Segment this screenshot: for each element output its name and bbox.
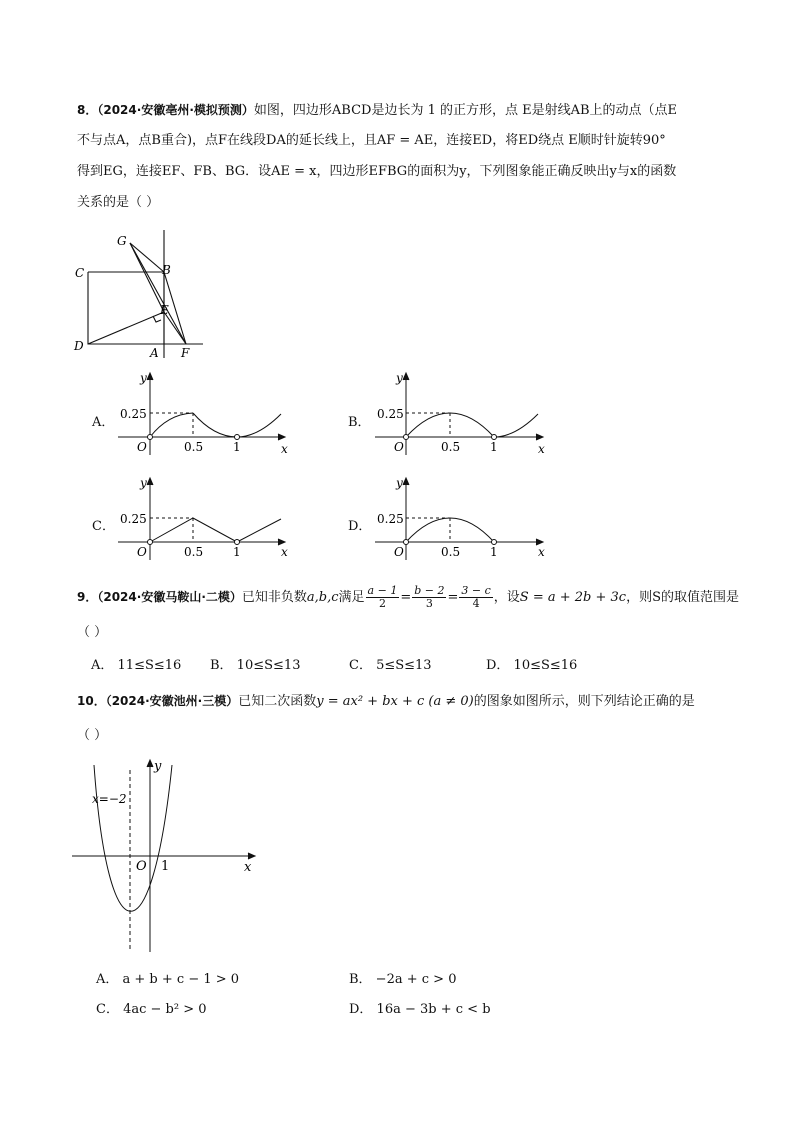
tick-1: 1 [161,859,170,874]
q8-line1 [77,101,677,120]
origin-label: O [136,859,147,874]
q9-option-d[interactable]: D． 10≤S≤16 [486,658,578,673]
curve-mid [193,413,237,437]
q8-option-d-label[interactable]: D． [348,519,372,534]
x-arrow [278,434,285,440]
origin-label: O [137,440,147,454]
q9-option-b[interactable]: B． 10≤S≤13 [210,658,301,673]
curve-left [150,413,193,437]
q9-frac1-den: 2 [378,597,386,610]
tick-025: 0.25 [120,512,147,526]
tick-05: 0.5 [184,545,204,559]
q8-graph-b [370,368,550,458]
tick-025: 0.25 [120,407,147,421]
q9-frac3 [459,585,492,610]
q9-option-a[interactable]: A． 11≤S≤16 [91,658,182,673]
y-label: y [154,759,162,774]
tick-05: 0.5 [441,545,461,559]
q9-vars: a,b,c [306,590,339,605]
q9-s-expr: S = a + 2b + 3c [519,590,627,605]
q9-text-d: ，则S的取值范围是 [626,590,739,605]
y-label: y [396,371,403,385]
q8-option-a-label[interactable]: A． [92,415,115,430]
origin-label: O [137,545,147,559]
parabola-curve [94,765,172,911]
x-arrow [536,434,543,440]
point-one [492,540,497,545]
y-arrow [147,760,153,767]
tick-1: 1 [490,440,498,454]
q10-number: 10． [77,694,106,708]
q9-option-c[interactable]: C． 5≤S≤13 [349,658,432,673]
point-origin [404,540,409,545]
tick-025: 0.25 [377,407,404,421]
origin-label: O [394,545,404,559]
y-arrow [147,373,153,380]
segment-de [88,312,164,344]
y-label: y [396,476,403,490]
point-origin [148,540,153,545]
label-a: A [150,346,159,360]
q8-graph-a [112,368,292,458]
tick-1: 1 [233,440,241,454]
q9-text-b: 满足 [338,590,365,605]
q9-line1 [77,585,739,610]
segment-gf [130,243,186,344]
x-label: x [538,442,545,456]
tick-1: 1 [490,545,498,559]
origin-label: O [394,440,404,454]
q9-frac2 [412,585,446,610]
q8-line2: 不与点A，点B重合)，点F在线段DA的延长线上，且AF = AE，连接ED，将ED绕点 E顺时针旋转90° [77,133,666,148]
curve-right [237,414,281,437]
tick-05: 0.5 [441,440,461,454]
q8-geometry-figure [72,228,212,363]
q10-option-d[interactable]: D． 16a − 3b + c < b [349,1002,491,1017]
q8-text-line1: 如图，四边形ABCD是边长为 1 的正方形，点 E是射线AB上的动点（点E [253,103,678,118]
q10-func: y = ax² + bx + c (a ≠ 0) [316,694,474,709]
x-label: x [538,545,545,559]
q8-graph-d [370,472,550,562]
tick-025: 0.25 [377,512,404,526]
q10-option-a[interactable]: A． a + b + c − 1 > 0 [96,972,240,987]
point-one [492,435,497,440]
q9-frac1 [366,585,400,610]
q8-option-b-label[interactable]: B． [348,415,371,430]
q10-option-b[interactable]: B． −2a + c > 0 [349,972,457,987]
y-arrow [147,478,153,485]
y-arrow [403,373,409,380]
label-b: B [162,263,171,277]
label-e: E [160,303,169,317]
q9-frac1-num: a − 1 [367,584,398,597]
piecewise-line [150,518,281,542]
q8-source: （2024·安徽亳州·模拟预测） [97,103,254,117]
q10-paren: （ ） [77,728,108,743]
q9-frac3-num: 3 − c [461,584,491,597]
y-arrow [403,478,409,485]
q9-frac3-den: 4 [472,597,480,610]
q9-frac2-den: 3 [425,597,433,610]
label-f: F [181,346,190,360]
segment-ge [130,243,164,312]
q9-eq1: = [400,590,412,605]
q10-source: （2024·安徽池州·三模） [105,694,239,708]
q9-frac2-num: b − 2 [414,584,445,597]
q9-eq2: = [447,590,459,605]
q9-paren: （ ） [77,625,108,640]
label-g: G [117,234,127,248]
tick-1: 1 [233,545,241,559]
q8-option-c-label[interactable]: C． [92,519,115,534]
q10-option-c[interactable]: C． 4ac − b² > 0 [96,1002,207,1017]
y-label: y [140,371,147,385]
q8-graph-c [112,472,292,562]
q10-text-b: 的图象如图所示，则下列结论正确的是 [473,694,695,709]
x-label: x [281,545,288,559]
point-origin [404,435,409,440]
x-arrow [248,853,255,859]
x-label: x [244,860,252,875]
segment-gb [130,243,164,272]
tick-05: 0.5 [184,440,204,454]
label-c: C [75,266,85,280]
q9-text-c: ，设 [493,590,520,605]
label-d: D [74,339,84,353]
q8-number: 8． [77,103,98,117]
symmetry-axis-label: x=−2 [92,792,127,806]
q10-line1 [77,692,695,711]
q10-text-a: 已知二次函数 [238,694,317,709]
y-label: y [140,476,147,490]
point-origin [148,435,153,440]
x-label: x [281,442,288,456]
curve-right [494,414,538,437]
point-one [235,435,240,440]
q8-line4: 关系的是（ ） [77,195,160,210]
q8-line3: 得到EG，连接EF、FB、BG．设AE = x，四边形EFBG的面积为y，下列图象能正确反映出y与x的函数 [77,164,677,179]
point-one [235,540,240,545]
q9-source: （2024·安徽马鞍山·二模） [97,590,242,604]
q9-text-a: 已知非负数 [241,590,307,605]
q9-number: 9． [77,590,98,604]
q10-parabola-figure [66,752,266,952]
